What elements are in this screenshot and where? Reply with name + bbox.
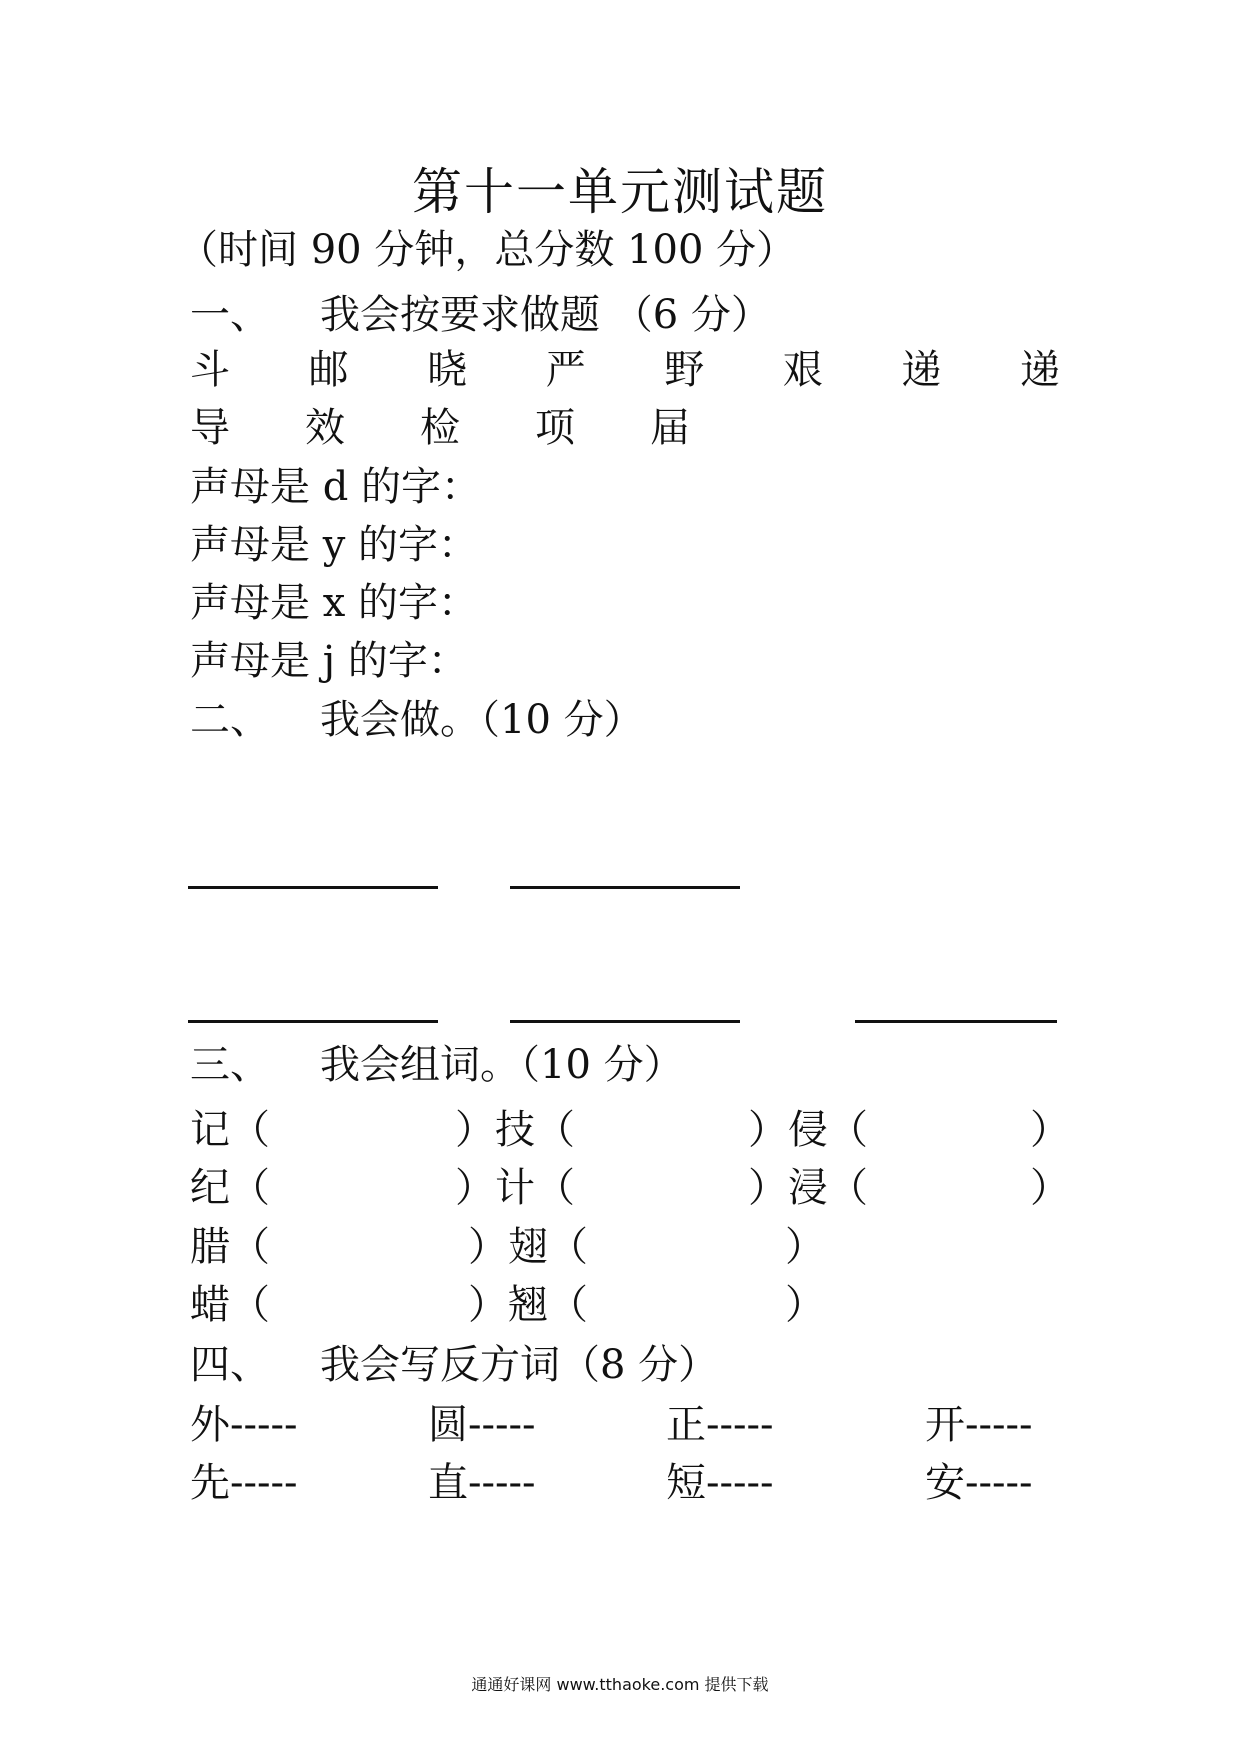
answer-blank[interactable] xyxy=(855,1020,1057,1023)
footer-credit: 通通好课网 www.tthaoke.com 提供下载 xyxy=(471,1675,769,1694)
word-cell: ） xyxy=(1030,1107,1070,1153)
char-item: 艰 xyxy=(782,347,823,393)
word-cell: 腊（ xyxy=(190,1224,270,1270)
char-item: 项 xyxy=(535,405,575,451)
prompt-j: 声母是 j 的字： xyxy=(190,638,468,684)
char-item: 效 xyxy=(305,405,345,451)
antonym-cell: 开----- xyxy=(925,1402,1033,1448)
answer-blank[interactable] xyxy=(188,886,438,889)
answer-blank[interactable] xyxy=(510,886,740,889)
section-1-heading xyxy=(190,290,771,340)
antonym-cell: 先----- xyxy=(190,1460,298,1506)
char-item: 斗 xyxy=(190,347,230,393)
antonym-cell: 圆----- xyxy=(428,1402,536,1448)
word-cell: ）技（ xyxy=(455,1107,575,1153)
word-cell: ）浸（ xyxy=(748,1165,868,1211)
section-4-heading xyxy=(190,1340,718,1390)
prompt-y: 声母是 y 的字： xyxy=(190,522,479,568)
antonym-cell: 短----- xyxy=(666,1460,774,1506)
antonym-cell: 直----- xyxy=(428,1460,536,1506)
word-cell: 记（ xyxy=(190,1107,270,1153)
char-row-2 xyxy=(190,403,1060,453)
char-item: 检 xyxy=(420,405,460,451)
char-item: 导 xyxy=(190,405,230,451)
word-cell: ）侵（ xyxy=(748,1107,868,1153)
antonym-cell: 正----- xyxy=(666,1402,774,1448)
char-item: 递 xyxy=(1019,347,1060,393)
prompt-x: 声母是 x 的字： xyxy=(190,580,478,626)
char-item: 递 xyxy=(901,347,942,393)
prompt-d: 声母是 d 的字： xyxy=(190,464,482,510)
page-title: 第十一单元测试题 xyxy=(412,163,828,221)
section-1-title: 我会按要求做题 （6 分） xyxy=(320,292,771,338)
section-2-heading xyxy=(190,695,644,745)
section-3-title: 我会组词。（10 分） xyxy=(320,1042,684,1088)
answer-blank[interactable] xyxy=(510,1020,740,1023)
char-item: 严 xyxy=(545,347,586,393)
char-item: 晓 xyxy=(427,347,468,393)
section-2-number: 二、 xyxy=(190,697,270,743)
word-cell: ） xyxy=(785,1224,825,1270)
section-4-title: 我会写反方词（8 分） xyxy=(320,1342,719,1388)
section-3-number: 三、 xyxy=(190,1042,270,1088)
word-cell: ）翅（ xyxy=(468,1224,588,1270)
char-item: 届 xyxy=(650,405,690,451)
exam-info: （时间 90 分钟，总分数 100 分） xyxy=(178,227,797,273)
section-3-heading xyxy=(190,1040,684,1090)
char-row-1 xyxy=(190,345,1060,395)
section-4-number: 四、 xyxy=(190,1342,270,1388)
char-item: 野 xyxy=(664,347,705,393)
antonym-cell: 安----- xyxy=(925,1460,1033,1506)
answer-blank[interactable] xyxy=(188,1020,438,1023)
word-cell: ）计（ xyxy=(455,1165,575,1211)
char-item: 邮 xyxy=(308,347,349,393)
word-cell: 蜡（ xyxy=(190,1282,270,1328)
antonym-cell: 外----- xyxy=(190,1402,298,1448)
word-cell: 纪（ xyxy=(190,1165,270,1211)
word-cell: ） xyxy=(1030,1165,1070,1211)
word-cell: ）翘（ xyxy=(468,1282,588,1328)
word-cell: ） xyxy=(785,1282,825,1328)
section-1-number: 一、 xyxy=(190,292,270,338)
section-2-title: 我会做。（10 分） xyxy=(320,697,644,743)
